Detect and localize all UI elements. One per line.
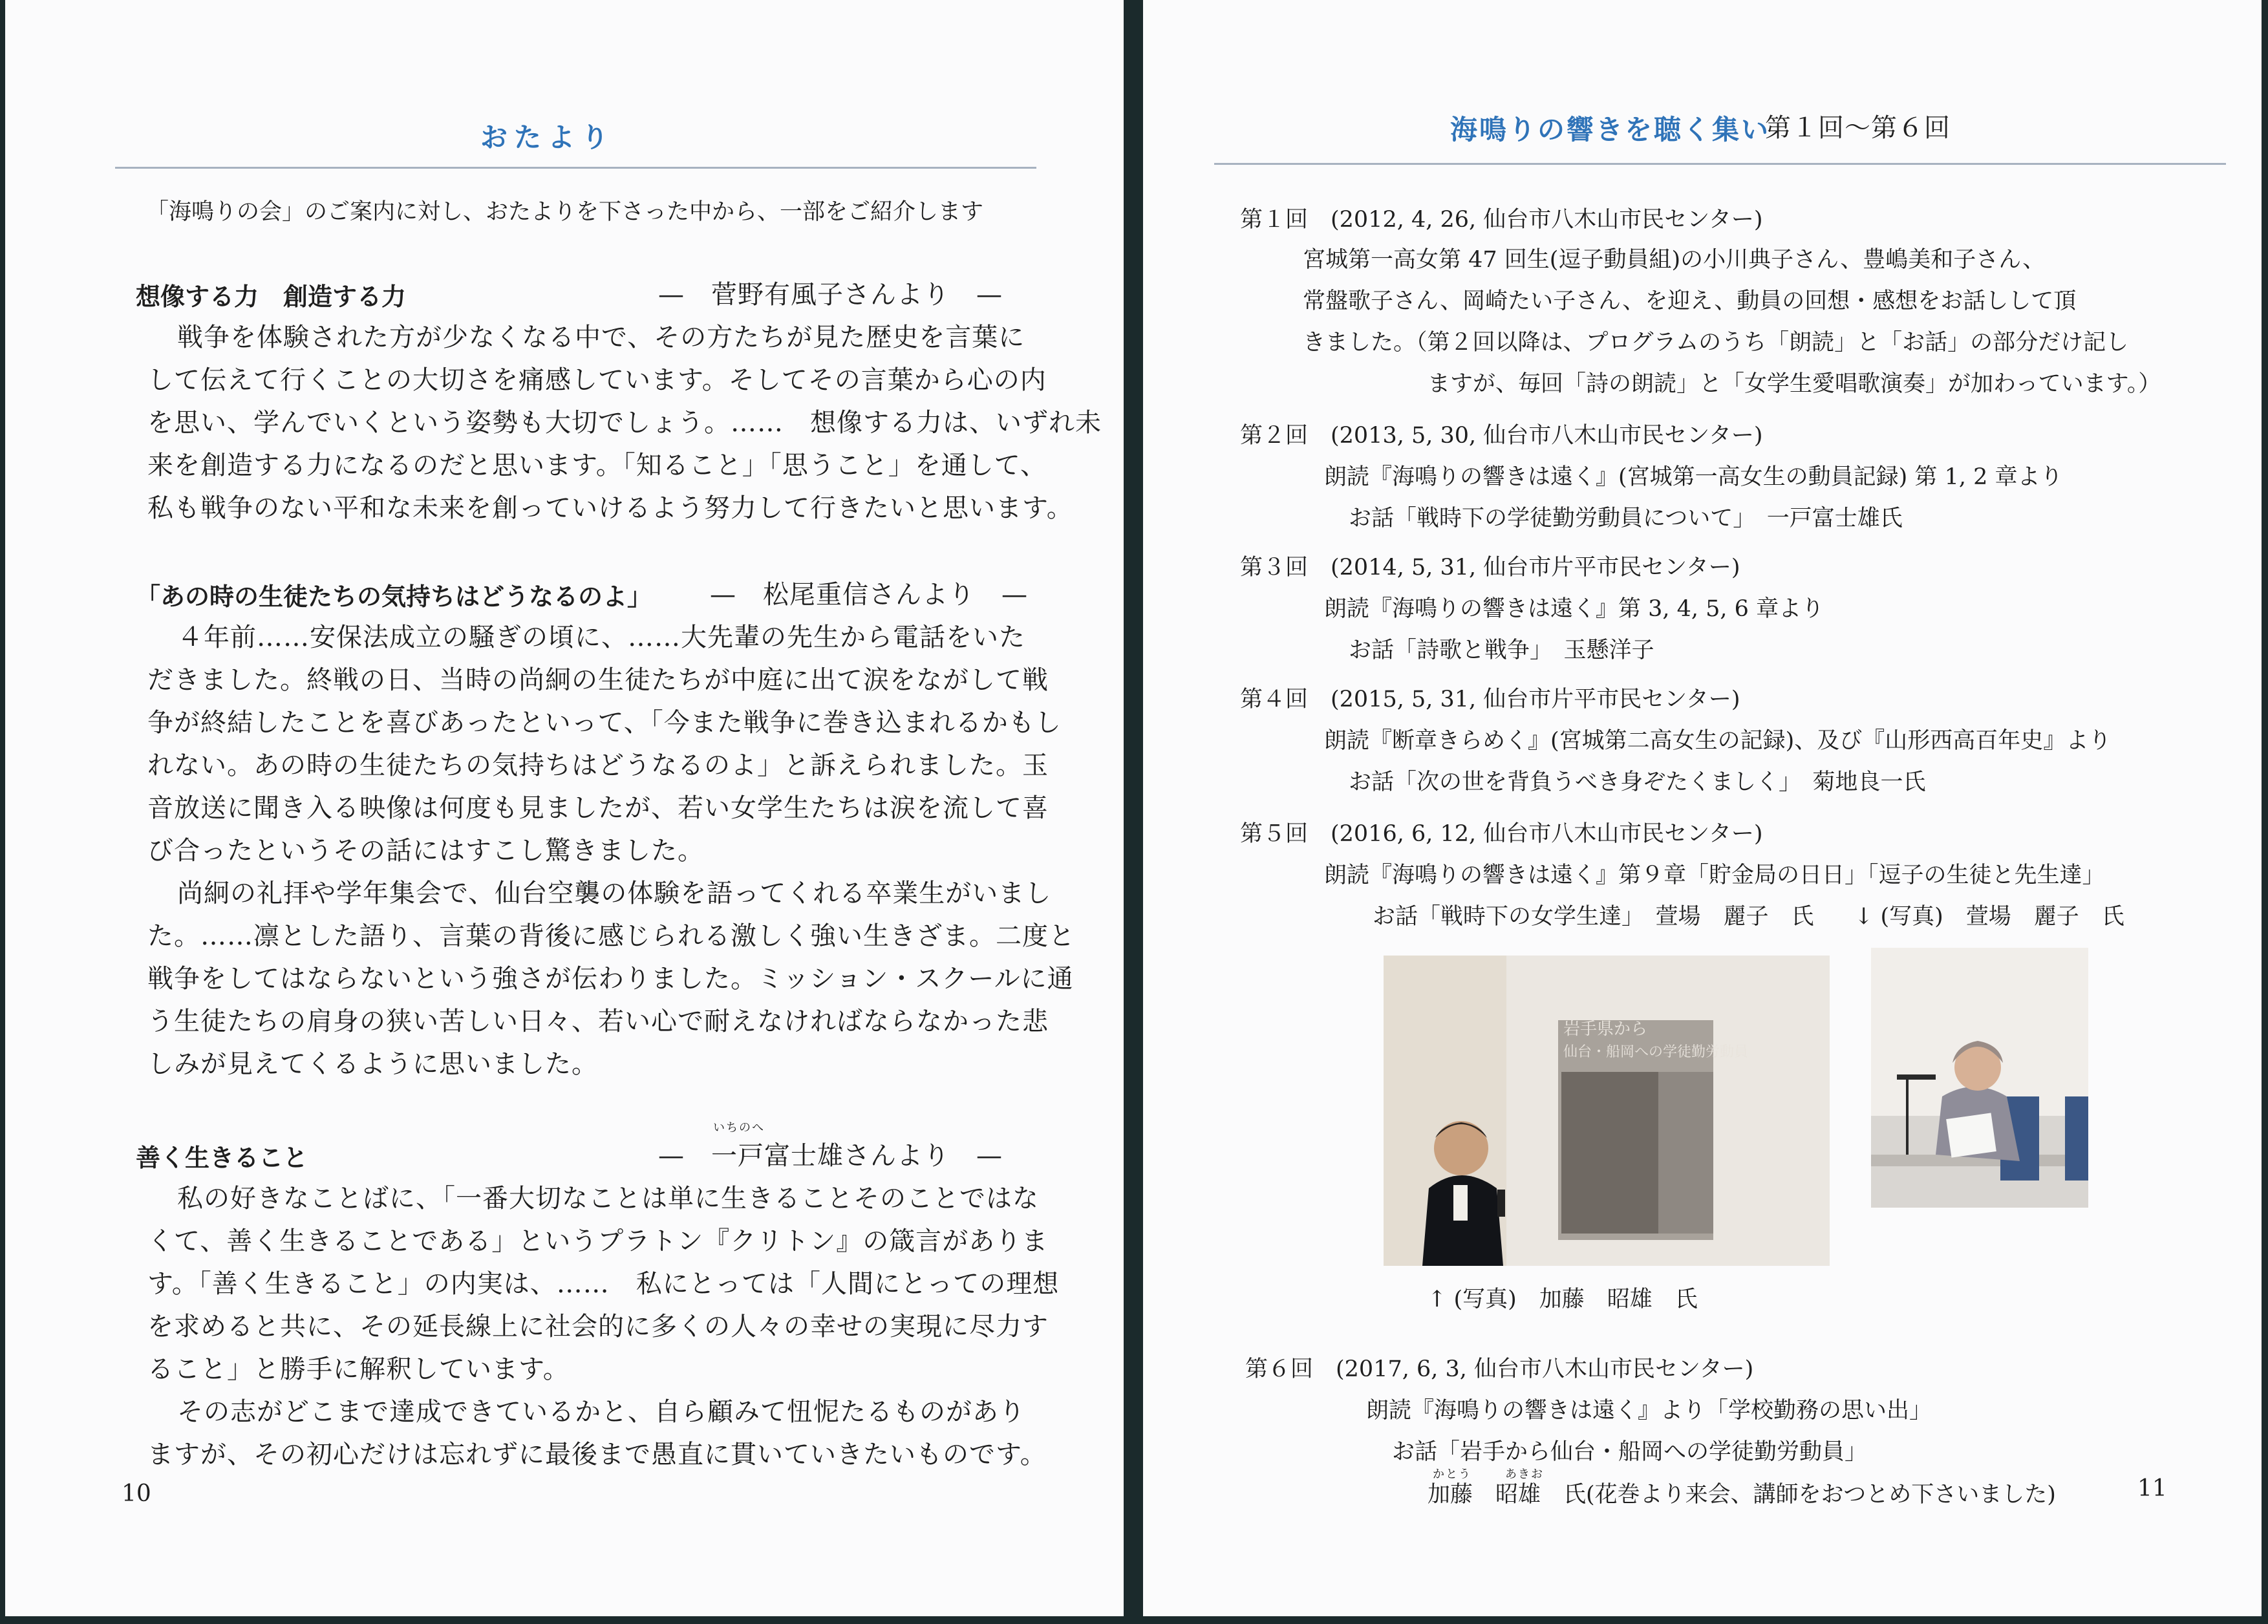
photo-caption: ↓ (写真) 萱場 麗子 氏 [1854, 904, 2124, 930]
letter-line: す。「善く生きること」の内実は、…… 私にとっては「人間にとっての理想 [147, 1269, 1060, 1299]
letter-line: 尚絅の礼拝や学年集会で、仙台空襲の体験を語ってくれる卒業生がいまし [177, 879, 1052, 908]
letter-line: び合ったというその話にはすこし驚きました。 [147, 836, 704, 866]
letter-line: を思い、学んでいくという姿勢も大切でしょう。…… 想像する力は、いずれ未 [147, 408, 1102, 438]
page-title: 海鳴りの響きを聴く集い [1450, 114, 1771, 145]
ruby-ichinohe: いちのへ [713, 1121, 765, 1135]
session-line: お話「戦時下の女学生達」 萱場 麗子 氏 [1373, 904, 1814, 930]
session-heading: 第６回 (2017, 6, 3, 仙台市八木山市民センター) [1245, 1356, 1754, 1382]
letter-line: だきました。終戦の日、当時の尚絅の生徒たちが中庭に出て涙をながして戦 [147, 665, 1049, 695]
session-heading: 第３回 (2014, 5, 31, 仙台市片平市民センター) [1240, 555, 1740, 581]
page-number: 11 [2137, 1475, 2167, 1502]
session-line: 常盤歌子さん、岡崎たい子さん、を迎え、動員の回想・感想をお話しして頂 [1303, 288, 2077, 314]
ruby-kato: かとう [1433, 1468, 1471, 1481]
letter-author: — 菅野有風子さんより — [658, 280, 1003, 310]
session-heading: 第４回 (2015, 5, 31, 仙台市片平市民センター) [1240, 687, 1740, 712]
letter-line: れない。あの時の生徒たちの気持ちはどうなるのよ」と訴えられました。玉 [147, 751, 1049, 780]
ruby-akio: あきお [1505, 1468, 1544, 1481]
session-heading: 第１回 (2012, 4, 26, 仙台市八木山市民センター) [1240, 207, 1763, 233]
letter-line: くて、善く生きることである」というプラトン『クリトン』の箴言がありま [147, 1226, 1049, 1256]
letter-line: ４年前……安保法成立の騒ぎの頃に、……大先輩の先生から電話をいた [177, 623, 1025, 652]
letter-author: — 一戸富士雄さんより — [658, 1141, 1003, 1171]
letter-line: して伝えて行くことの大切さを痛感しています。そしてその言葉から心の内 [147, 365, 1047, 395]
page-number: 10 [122, 1480, 151, 1507]
photo-kato-image [1384, 956, 1830, 1266]
photo-kato [1384, 956, 1830, 1266]
title-rule [1214, 163, 2226, 165]
letter-line: を求めると共に、その延長線上に社会的に多くの人々の幸せの実現に尽力す [147, 1312, 1049, 1341]
letter-line: 戦争をしてはならないという強さが伝わりました。ミッション・スクールに通 [147, 964, 1074, 994]
letter-line: う生徒たちの肩身の狭い苦しい日々、若い心で耐えなければならなかった悲 [147, 1007, 1049, 1036]
session-line: 朗読『海鳴りの響きは遠く』(宮城第一高女生の動員記録) 第 1, 2 章より [1324, 464, 2063, 490]
session-heading: 第２回 (2013, 5, 30, 仙台市八木山市民センター) [1240, 423, 1763, 449]
session-line: お話「戦時下の学徒勤労動員について」 一戸富士雄氏 [1349, 506, 1903, 531]
letter-heading: 善く生きること [136, 1143, 308, 1172]
photo-caption: ↑ (写真) 加藤 昭雄 氏 [1428, 1287, 1698, 1312]
session-line: お話「次の世を背負うべき身ぞたくましく」 菊地良一氏 [1349, 769, 1926, 795]
intro-text: 「海鳴りの会」のご案内に対し、おたよりを下さった中から、一部をご紹介します [146, 199, 984, 225]
letter-line: ますが、その初心だけは忘れずに最後まで愚直に貫いていきたいものです。 [147, 1440, 1047, 1469]
letter-line: 音放送に聞き入る映像は何度も見ましたが、若い女学生たちは涙を流して喜 [147, 793, 1049, 823]
right-page [1143, 0, 2262, 1616]
letter-line: 戦争を体験された方が少なくなる中で、その方たちが見た歴史を言葉に [177, 323, 1025, 352]
letter-line: 私の好きなことばに、「一番大切なことは単に生きることそのことではな [177, 1184, 1039, 1213]
page-title: おたより [480, 122, 615, 153]
session-heading: 第５回 (2016, 6, 12, 仙台市八木山市民センター) [1240, 821, 1763, 847]
session-line: 宮城第一高女第 47 回生(逗子動員組)の小川典子さん、豊嶋美和子さん、 [1303, 247, 2046, 273]
letter-line: た。……凛とした語り、言葉の背後に感じられる激しく強い生きざま。二度と [147, 921, 1075, 951]
left-page [5, 0, 1124, 1616]
title-rule [115, 167, 1036, 169]
session-line: 朗読『海鳴りの響きは遠く』第９章「貯金局の日日」「逗子の生徒と先生達」 [1324, 862, 2105, 888]
letter-line: その志がどこまで達成できているかと、自ら顧みて忸怩たるものがあり [177, 1397, 1025, 1427]
session-line: お話「岩手から仙台・船岡への学徒勤労動員」 [1392, 1439, 1868, 1465]
session-line: 朗読『海鳴りの響きは遠く』より「学校勤務の思い出」 [1366, 1398, 1932, 1424]
session-line: 朗読『海鳴りの響きは遠く』第 3, 4, 5, 6 章より [1324, 596, 1824, 622]
letter-line: 私も戦争のない平和な未来を創っていけるよう努力して行きたいと思います。 [147, 493, 1073, 523]
slide-title: 岩手県から [1563, 1020, 1648, 1039]
letter-heading: 「あの時の生徒たちの気持ちはどうなるのよ」 [136, 582, 652, 611]
photo-kayaba-image [1871, 948, 2088, 1208]
letter-line: 来を創造する力になるのだと思います。「知ること」「思うこと」を通して、 [147, 451, 1047, 480]
session-line: きました。（第２回以降は、プログラムのうち「朗読」と「お話」の部分だけ記し [1303, 330, 2129, 356]
session-line: 朗読『断章きらめく』(宮城第二高女生の記録)、及び『山形西高百年史』より [1324, 728, 2112, 754]
slide-subtitle: 仙台・船岡への学徒勤労動員 [1563, 1044, 1749, 1060]
session-line: ますが、毎回「詩の朗読」と「女学生愛唱歌演奏」が加わっています。） [1428, 371, 2161, 397]
letter-heading: 想像する力 創造する力 [136, 282, 407, 311]
letter-line: 争が終結したことを喜びあったといって、「今また戦争に巻き込まれるかもし [147, 708, 1062, 738]
letter-author: — 松尾重信さんより — [710, 580, 1028, 610]
letter-line: しみが見えてくるように思いました。 [147, 1049, 598, 1079]
letter-line: ること」と勝手に解釈しています。 [147, 1354, 570, 1384]
session-line: 加藤 昭雄 氏(花巻より来会、講師をおつとめ下さいました) [1428, 1482, 2056, 1508]
title-suffix: 第１回〜第６回 [1765, 113, 1951, 143]
photo-kayaba [1871, 948, 2088, 1208]
session-line: お話「詩歌と戦争」 玉懸洋子 [1349, 637, 1654, 663]
